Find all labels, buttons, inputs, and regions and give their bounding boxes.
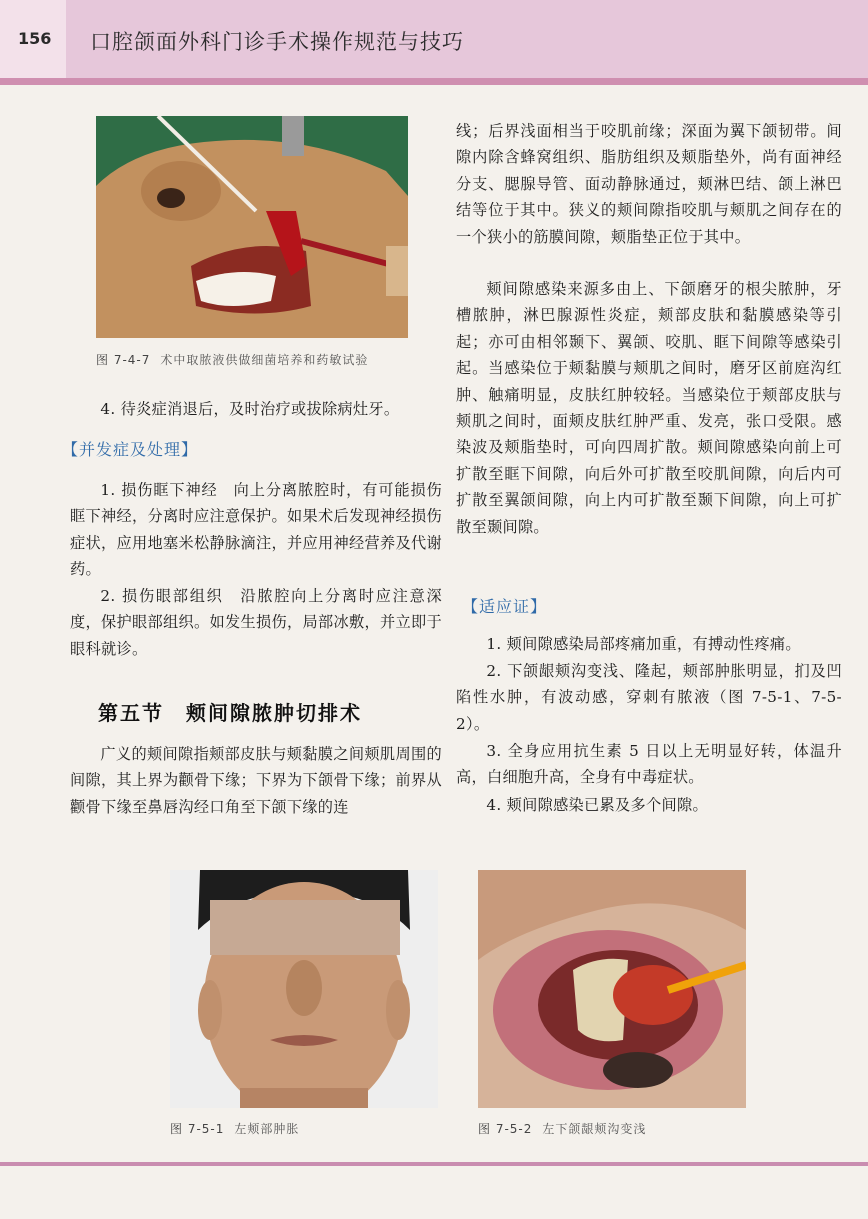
footer-rule (0, 1162, 868, 1166)
section-title: 第五节 颊间隙脓肿切排术 (98, 701, 362, 725)
figure-7-4-7-photo (96, 116, 408, 338)
header-rule (0, 78, 868, 85)
page-number: 156 (18, 29, 52, 48)
buccal-infection-paragraph: 颊间隙感染来源多由上、下颌磨牙的根尖脓肿，牙槽脓肿，淋巴腺源性炎症，颊部皮肤和黏膜感染等引起；亦可由相邻颞下、翼颌、咬肌、眶下间隙等感染引起。当感染位于颊黏膜与颊肌之间时，磨牙区前庭沟红肿、触痛明显，皮肤红肿较轻。当感染位于颊部皮肤与颊肌之间时，面颊皮肤红肿严重、发亮，张口受限。感染波及颊脂垫时，可向四周扩散。颊间隙感染向前上可扩散至眶下间隙，向后外可扩散至咬肌间隙，向后内可扩散至翼颌间隙，向上内可扩散至颞下间隙，向上可扩散至颞间隙。 (456, 280, 842, 536)
figure-7-5-1-photo (170, 870, 438, 1108)
indications-heading: 【适应证】 (462, 597, 548, 616)
indication-4: 4. 颊间隙感染已累及多个间隙。 (486, 796, 708, 814)
figure-label: 图 7-5-2 (478, 1122, 533, 1136)
figure-caption-text: 左下颌龈颊沟变浅 (542, 1122, 647, 1136)
figure-7-5-2-caption (478, 1120, 646, 1137)
section-intro: 广义的颊间隙指颊部皮肤与颊黏膜之间颊肌周围的间隙，其上界为颧骨下缘；下界为下颌骨下缘；前界从颧骨下缘至鼻唇沟经口角至下颌下缘的连 (70, 745, 442, 816)
figure-caption-text: 术中取脓液供做细菌培养和药敏试验 (160, 353, 369, 367)
book-title: 口腔颌面外科门诊手术操作规范与技巧 (90, 30, 464, 54)
complication-1: 1. 损伤眶下神经 向上分离脓腔时，有可能损伤眶下神经，分离时应注意保护。如果术后发现神经损伤症状，应用地塞米松静脉滴注，并应用神经营养及代谢药。 (70, 481, 442, 579)
complications-heading: 【并发症及处理】 (62, 440, 199, 459)
treatment-item-4: 4. 待炎症消退后，及时治疗或拔除病灶牙。 (100, 400, 400, 418)
page-header (0, 0, 868, 78)
indication-2: 2. 下颌龈颊沟变浅、隆起，颊部肿胀明显，扪及凹陷性水肿，有波动感，穿刺有脓液（图 7-5-1、7-5-2）。 (456, 662, 842, 733)
figure-label: 图 7-5-1 (170, 1122, 225, 1136)
figure-label: 图 7-4-7 (96, 353, 151, 367)
figure-7-4-7-caption (96, 351, 368, 368)
indication-1: 1. 颊间隙感染局部疼痛加重，有搏动性疼痛。 (486, 635, 801, 653)
page-number-box (0, 0, 66, 78)
figure-7-5-2-photo (478, 870, 746, 1108)
intro-continuation: 线；后界浅面相当于咬肌前缘；深面为翼下颌韧带。间隙内除含蜂窝组织、脂肪组织及颊脂垫外，尚有面神经分支、腮腺导管、面动静脉通过，颊淋巴结、颌上淋巴结等位于其中。狭义的颊间隙指咬肌与颊肌之间存在的一个狭小的筋膜间隙，颊脂垫正位于其中。 (456, 122, 842, 246)
complication-2: 2. 损伤眼部组织 沿脓腔向上分离时应注意深度，保护眼部组织。如发生损伤，局部冰敷，并立即于眼科就诊。 (70, 587, 442, 658)
figure-7-5-1-caption (170, 1120, 299, 1137)
indication-3: 3. 全身应用抗生素 5 日以上无明显好转，体温升高，白细胞升高，全身有中毒症状。 (456, 742, 842, 787)
figure-caption-text: 左颊部肿胀 (234, 1122, 300, 1136)
